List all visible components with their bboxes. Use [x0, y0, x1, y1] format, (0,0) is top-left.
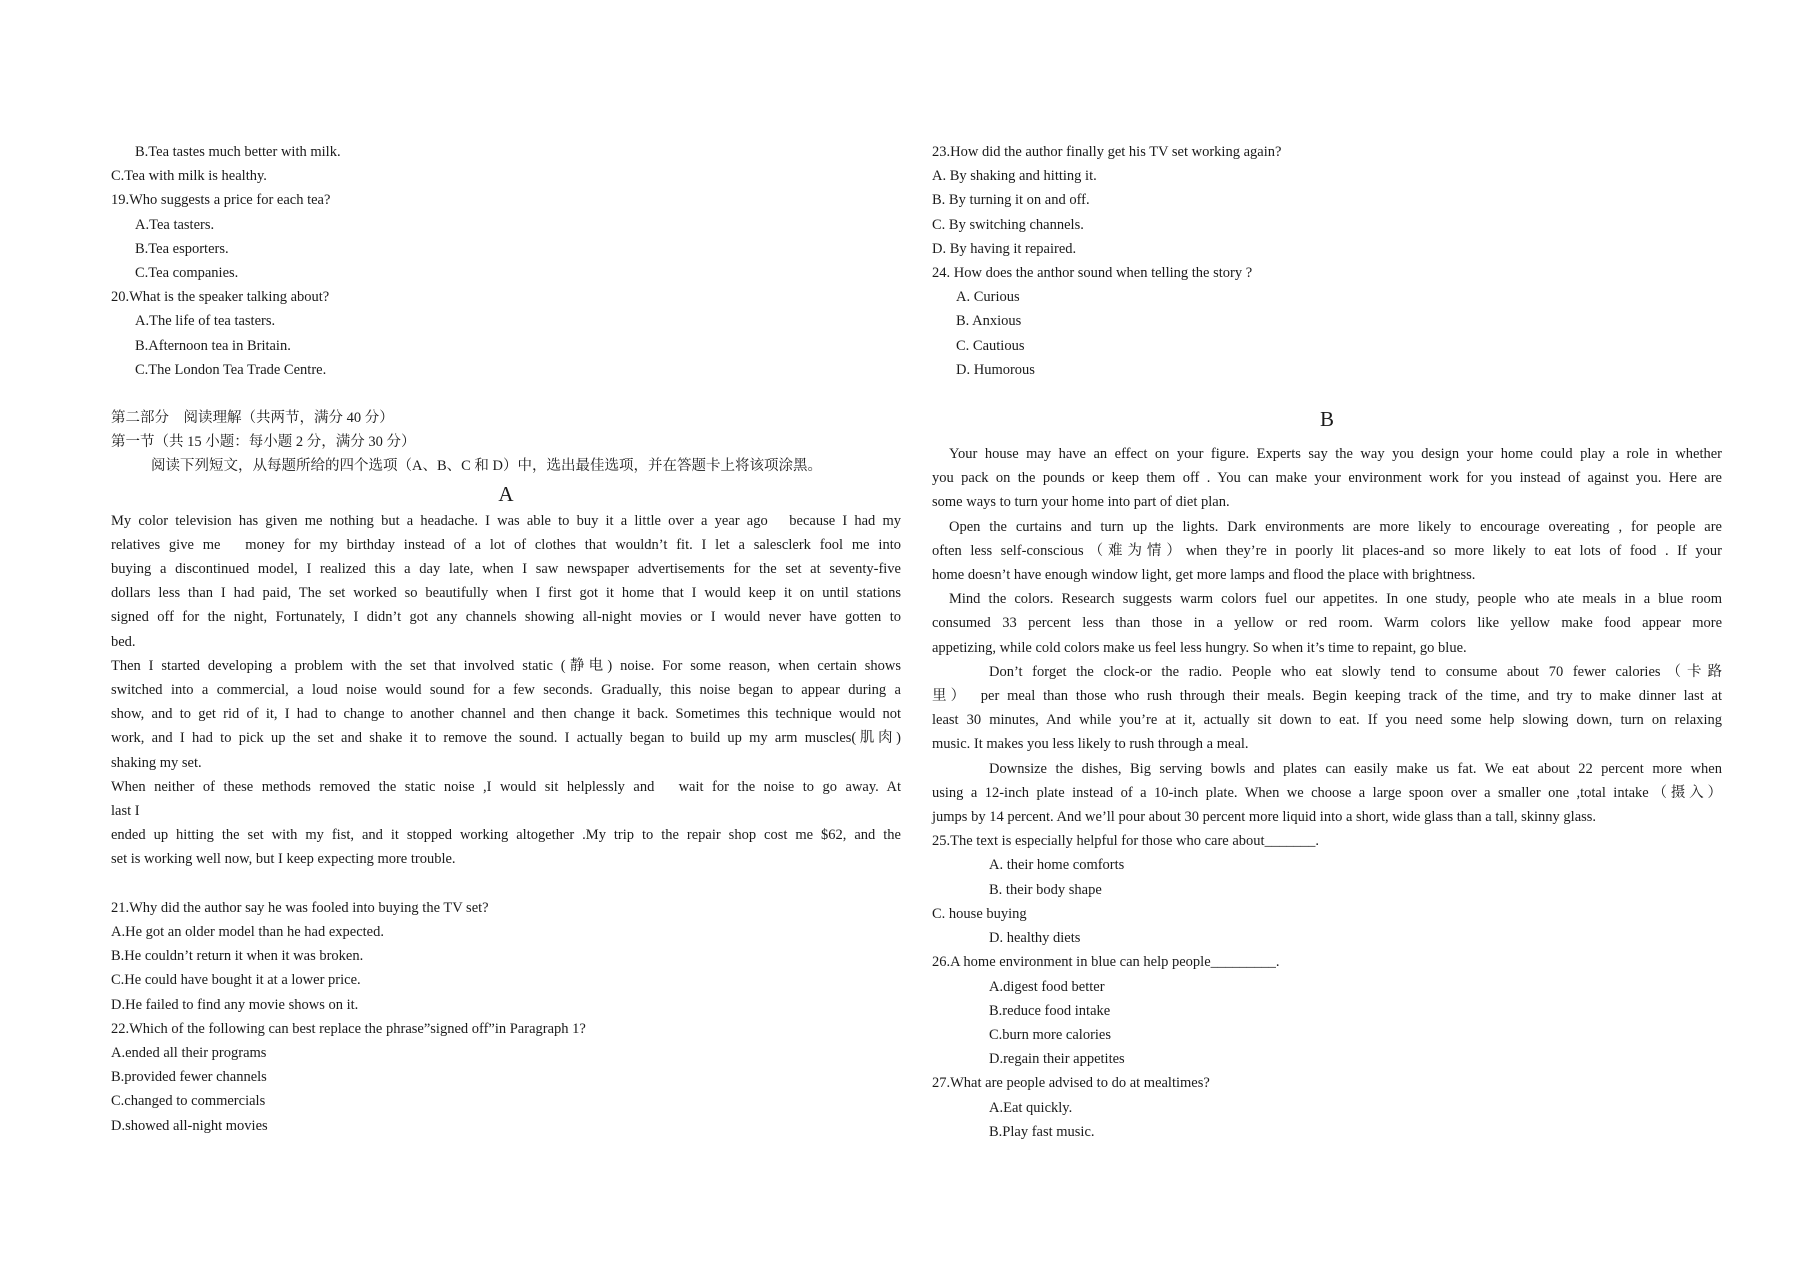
passage-b-line: home doesn’t have enough window light, get more lamps and flood the place with brightness. — [932, 567, 1476, 584]
q23-question: 23.How did the author finally get his TV set working again? — [932, 144, 1282, 160]
passage-b-line: using a 12-inch plate instead of a 10-inch plate. When we choose a large spoon over a smaller one ,total intake（摄入） — [932, 784, 1722, 801]
q24-option-b: B. Anxious — [956, 313, 1022, 330]
q26-question: 26.A home environment in blue can help people_________. — [932, 954, 1280, 971]
passage-b-heading: B — [1319, 407, 1334, 432]
q24-option-c: C. Cautious — [956, 337, 1025, 354]
q24-option-d: D. Humorous — [956, 361, 1035, 378]
passage-a-line: shaking my set. — [111, 754, 202, 771]
passage-b-line: often less self-conscious（难为情）when they’re in poorly lit places-and so more likely to eat lots of food . If your — [932, 542, 1722, 559]
q22-question: 22.Which of the following can best replace the phrase”signed off”in Paragraph 1? — [111, 1020, 586, 1037]
section1-title: 第一节（共 15 小题：每小题 2 分，满分 30 分） — [111, 434, 416, 451]
q21-option-a: A.He got an older model than he had expected. — [111, 923, 384, 940]
passage-b-line: Mind the colors. Research suggests warm colors fuel our appetites. In one study, people who ate meals in a blue room — [949, 591, 1722, 608]
passage-a-heading: A — [498, 481, 514, 506]
passage-b-line: jumps by 14 percent. And we’ll pour about 30 percent more liquid into a short, wide glass than a tall, skinny glass. — [932, 809, 1597, 826]
q20-question: 20.What is the speaker talking about? — [111, 289, 330, 306]
passage-b-line: least 30 minutes, And while you’re at it, actually sit down to eat. If you need some help slowing down, turn on relaxing — [932, 712, 1722, 729]
q22-option-c: C.changed to commercials — [111, 1093, 266, 1110]
q19-option-a: A.Tea tasters. — [135, 216, 215, 233]
q21-question: 21.Why did the author say he was fooled into buying the TV set? — [111, 899, 489, 916]
q25-option-a: A. their home comforts — [989, 857, 1125, 874]
passage-b-line: you pack on the pounds or keep them off . You can make your environment work for you instead of against you. Here are — [932, 470, 1722, 487]
passage-a-line: set is working well now, but I keep expecting more trouble. — [111, 851, 456, 868]
passage-b-line: Your house may have an effect on your figure. Experts say the way you design your home could play a role in whether — [949, 446, 1722, 463]
q25-question: 25.The text is especially helpful for those who care about_______. — [932, 833, 1319, 850]
passage-a-line: relatives give me money for my birthday instead of a lot of clothes that wouldn’t fit. I let a salesclerk fool me into — [111, 536, 901, 553]
q19-question: 19.Who suggests a price for each tea? — [111, 192, 331, 209]
passage-a-line: last I — [111, 803, 140, 820]
passage-a-line: When neither of these methods removed the static noise ,I would sit helplessly and wait for the noise to go away. At — [111, 778, 901, 795]
q23-option-a: A. By shaking and hitting it. — [932, 168, 1097, 185]
passage-b-line: some ways to turn your home into part of diet plan. — [932, 494, 1230, 511]
q23-option-d: D. By having it repaired. — [932, 240, 1077, 257]
instructions: 阅读下列短文，从每题所给的四个选项（A、B、C 和 D）中，选出最佳选项，并在答题卡上将该项涂黑。 — [151, 458, 823, 475]
passage-a-line: buying a discontinued model, I realized this a day late, when I saw newspaper advertisements for the set at seventy-five — [111, 561, 901, 578]
q22-option-d: D.showed all-night movies — [111, 1117, 268, 1134]
passage-b-line: Downsize the dishes, Big serving bowls and plates can easily make us fat. We eat about 22 percent more when — [989, 760, 1722, 777]
passage-a-line: switched into a commercial, a loud noise would sound for a few seconds. Gradually, this noise began to appear during a — [111, 682, 901, 699]
q26-option-b: B.reduce food intake — [989, 1002, 1111, 1019]
q23-option-b: B. By turning it on and off. — [932, 192, 1090, 209]
passage-b-line: appetizing, while cold colors make us feel less hungry. So when it’s time to repaint, go blue. — [932, 639, 1467, 656]
q18-option-b: B.Tea tastes much better with milk. — [135, 144, 341, 160]
q25-option-c: C. house buying — [932, 905, 1027, 922]
passage-b-line: music. It makes you less likely to rush through a meal. — [932, 736, 1249, 753]
q22-option-b: B.provided fewer channels — [111, 1069, 267, 1086]
q27-option-a: A.Eat quickly. — [989, 1099, 1073, 1116]
left-column — [111, 140, 901, 1138]
q23-option-c: C. By switching channels. — [932, 216, 1084, 233]
passage-b-line: 里） per meal than those who rush through their meals. Begin keeping track of the time, and try to make dinner last at — [932, 688, 1722, 705]
passage-a-line: My color television has given me nothing but a headache. I was able to buy it a little over a year ago because I had my — [111, 512, 901, 529]
passage-b-line: Open the curtains and turn up the lights. Dark environments are more likely to encourage overeating , for people are — [949, 518, 1722, 535]
passage-a-line: ended up hitting the set with my fist, and it stopped working altogether .My trip to the repair shop cost me $62, and the — [111, 827, 901, 844]
q27-option-b: B.Play fast music. — [989, 1123, 1095, 1140]
passage-a-line: dollars less than I had paid, The set worked so beautifully when I first got it home that I would keep it on until stations — [111, 585, 901, 602]
right-column — [932, 140, 1722, 1144]
passage-a-line: Then I started developing a problem with the set that involved static (静电) noise. For some reason, when certain shows — [111, 657, 901, 674]
q24-question: 24. How does the anthor sound when telling the story ? — [932, 265, 1253, 282]
q20-option-a: A.The life of tea tasters. — [135, 313, 276, 330]
q21-option-b: B.He couldn’t return it when it was broken. — [111, 948, 364, 965]
q20-option-c: C.The London Tea Trade Centre. — [135, 361, 327, 378]
q24-option-a: A. Curious — [956, 289, 1020, 306]
part2-title: 第二部分 阅读理解（共两节，满分 40 分） — [111, 410, 394, 427]
q21-option-d: D.He failed to find any movie shows on it. — [111, 996, 359, 1013]
q25-option-d: D. healthy diets — [989, 930, 1081, 947]
passage-a-line: show, and to get rid of it, I had to change to another channel and then change it back. Sometimes this technique would not — [111, 706, 901, 723]
passage-a-line: signed off for the night, Fortunately, I didn’t got any channels showing all-night movies or I would never have gotten to — [111, 609, 901, 626]
q25-option-b: B. their body shape — [989, 881, 1102, 898]
q19-option-b: B.Tea esporters. — [135, 240, 229, 257]
q26-option-a: A.digest food better — [989, 978, 1105, 995]
passage-a-line: work, and I had to pick up the set and shake it to remove the sound. I actually began to build up my arm muscles(肌肉) — [111, 730, 901, 747]
q26-option-c: C.burn more calories — [989, 1026, 1112, 1043]
q19-option-c: C.Tea companies. — [135, 265, 239, 282]
q21-option-c: C.He could have bought it at a lower price. — [111, 972, 361, 989]
q22-option-a: A.ended all their programs — [111, 1044, 267, 1061]
q18-option-c: C.Tea with milk is healthy. — [111, 168, 267, 185]
passage-a-line: bed. — [111, 633, 136, 650]
passage-b-line: consumed 33 percent less than those in a yellow or red room. Warm colors like yellow make food appear more — [932, 615, 1722, 632]
q26-option-d: D.regain their appetites — [989, 1051, 1125, 1068]
q20-option-b: B.Afternoon tea in Britain. — [135, 337, 291, 354]
passage-b-line: Don’t forget the clock-or the radio. People who eat slowly tend to consume about 70 fewer calories（卡路 — [989, 663, 1722, 680]
q27-question: 27.What are people advised to do at mealtimes? — [932, 1075, 1210, 1092]
